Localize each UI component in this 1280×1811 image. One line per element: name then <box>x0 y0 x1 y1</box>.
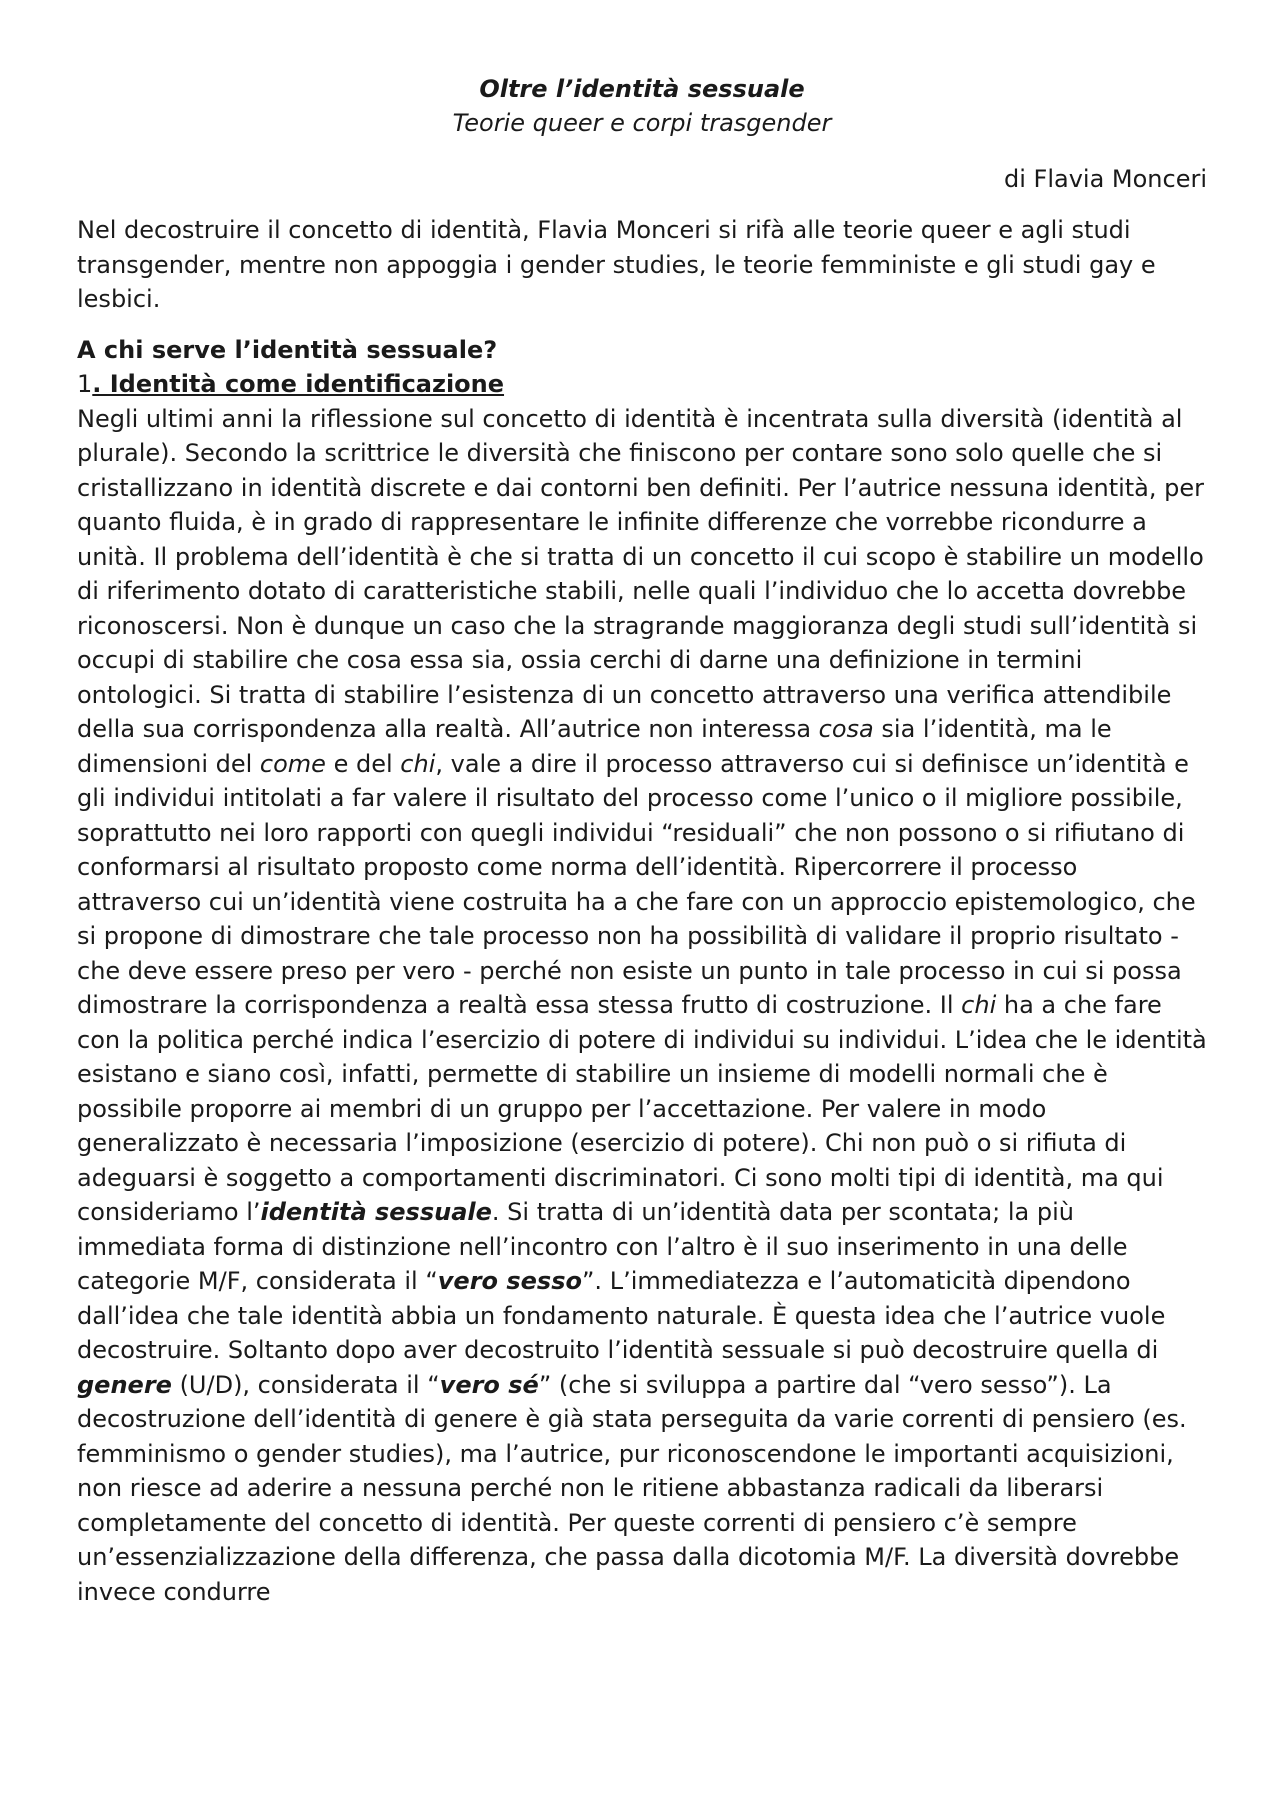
body-text: Negli ultimi anni la riflessione sul concetto di identità è incentrata sulla diversità (identità al plurale). Secondo la scrittrice le diversità che finiscono per contare sono solo quelle che si cristallizzano in identità discrete e dai contorni ben definiti. Per l’autrice nessuna identità, per quanto fluida, è in grado di rappresentare le infinite differenze che vorrebbe ricondurre a unità. Il problema dell’identità è che si tratta di un concetto il cui scopo è stabilire un modello di riferimento dotato di caratteristiche stabili, nelle quali l’individuo che lo accetta dovrebbe riconoscersi. Non è dunque un caso che la stragrande maggioranza degli studi sull’identità si occupi di stabilire che cosa essa sia, ossia cerchi di darne una definizione in termini ontologici. Si tratta di stabilire l’esistenza di un concetto attraverso una verifica attendibile della sua corrispondenza alla realtà. All’autrice non interessa <box>77 404 1205 743</box>
body-text: . Si tratta di un’identità data per scontata; la più immediata forma di distinzione nell’incontro con l’altro è il suo inserimento in una delle categorie M/F, considerata il “ <box>77 1198 1128 1295</box>
body-paragraph <box>77 402 1207 1610</box>
section-heading <box>77 367 1207 402</box>
body-text: ” (che si sviluppa a partire dal “vero sesso”). La decostruzione dell’identità di genere è già stata perseguita da varie correnti di pensiero (es. femminismo o gender studies), ma l’autrice, pur riconoscendone le importanti acquisizioni, non riesce ad aderire a nessuna perché non le ritiene abbastanza radicali da liberarsi completamente del concetto di identità. Per queste correnti di pensiero c’è sempre un’essenzializzazione della differenza, che passa dalla dicotomia M/F. La diversità dovrebbe invece condurre <box>77 1370 1187 1606</box>
term-vero-sesso: vero sesso <box>437 1267 582 1295</box>
term-vero-se: vero sé <box>439 1370 539 1399</box>
body-text: e del <box>325 749 401 778</box>
emphasis-come: come <box>259 749 326 778</box>
section-question-heading: A chi serve l’identità sessuale? <box>77 335 498 364</box>
document-author: di Flavia Monceri <box>1003 165 1207 193</box>
term-genere: genere <box>77 1370 172 1399</box>
body-text: sia l’identità, ma le dimensioni del <box>77 715 1112 778</box>
body-text: ”. L’immediatezza e l’automaticità dipendono dall’idea che tale identità abbia un fondamento naturale. È questa idea che l’autrice vuole decostruire. Soltanto dopo aver decostruito l’identità sessuale si può decostruire quella di <box>77 1267 1166 1364</box>
body-text: (U/D), considerata il “ <box>171 1370 440 1399</box>
section-number: 1 <box>77 370 93 398</box>
term-identita-sessuale: identità sessuale <box>260 1198 492 1226</box>
section-title: . Identità come identificazione <box>92 370 505 398</box>
document-title: Oltre l’identità sessuale <box>479 75 805 103</box>
emphasis-cosa: cosa <box>818 715 874 743</box>
emphasis-chi: chi <box>400 749 436 778</box>
document-page <box>77 72 1207 1609</box>
intro-paragraph: Nel decostruire il concetto di identità, Flavia Monceri si rifà alle teorie queer e agli studi transgender, mentre non appoggia i gender studies, le teorie femministe e gli studi gay e lesbici. <box>77 216 1156 313</box>
emphasis-chi: chi <box>961 991 997 1019</box>
body-text: , vale a dire il processo attraverso cui si definisce un’identità e gli individui intitolati a far valere il risultato del processo come l’unico o il migliore possibile, soprattutto nei loro rapporti con quegli individui “residuali” che non possono o si rifiutano di conformarsi al risultato proposto come norma dell’identità. Ripercorrere il processo attraverso cui un’identità viene costruita ha a che fare con un approccio epistemologico, che si propone di dimostrare che tale processo non ha possibilità di validare il proprio risultato - che deve essere preso per vero - perché non esiste un punto in tale processo in cui si possa dimostrare la corrispondenza a realtà essa stessa frutto di costruzione. Il <box>77 749 1196 1019</box>
body-text: ha a che fare con la politica perché indica l’esercizio di potere di individui su individui. L’idea che le identità esistano e siano così, infatti, permette di stabilire un insieme di modelli normali che è possibile proporre ai membri di un gruppo per l’accettazione. Per valere in modo generalizzato è necessaria l’imposizione (esercizio di potere). Chi non può o si rifiuta di adeguarsi è soggetto a comportamenti discriminatori. Ci sono molti tipi di identità, ma qui consideriamo l’ <box>77 991 1207 1226</box>
document-subtitle: Teorie queer e corpi trasgender <box>452 109 832 137</box>
